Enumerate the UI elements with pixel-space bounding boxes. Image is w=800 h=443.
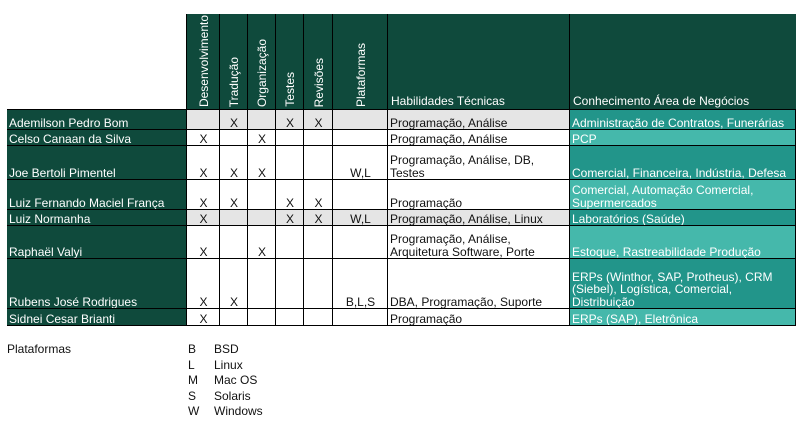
header-organizacao-label: Organização bbox=[255, 38, 269, 107]
grid-line bbox=[7, 308, 796, 309]
cell-plat bbox=[333, 309, 388, 326]
header-habilidades-label: Habilidades Técnicas bbox=[391, 93, 505, 108]
grid-line bbox=[7, 129, 796, 130]
row-name: Joe Bertoli Pimentel bbox=[7, 146, 187, 180]
cell-business: Comercial, Financeira, Indústria, Defesa bbox=[570, 146, 796, 180]
legend-title: Plataformas bbox=[7, 342, 72, 356]
row-name: Rubens José Rodrigues bbox=[7, 259, 187, 309]
row-name: Sidnei Cesar Brianti bbox=[7, 309, 187, 326]
cell-plat bbox=[333, 110, 388, 130]
header-habilidades bbox=[388, 14, 570, 110]
cell-test: X bbox=[276, 180, 304, 210]
cell-org: X bbox=[248, 130, 276, 146]
grid-line bbox=[7, 325, 796, 326]
cell-org bbox=[248, 210, 276, 226]
header-revisoes-label: Revisões bbox=[311, 57, 326, 107]
grid-line bbox=[795, 110, 796, 326]
legend-code: S bbox=[188, 388, 197, 403]
legend-code: M bbox=[188, 373, 198, 387]
cell-rev bbox=[304, 146, 333, 180]
row-name: Ademilson Pedro Bom bbox=[7, 110, 187, 130]
cell-business: PCP bbox=[570, 130, 796, 146]
cell-skills: Programação, Análise bbox=[388, 110, 570, 130]
cell-business: ERPs (SAP), Eletrônica bbox=[570, 309, 796, 326]
cell-business: ERPs (Winthor, SAP, Protheus), CRM (Siebel), Logística, Comercial, Distribuição bbox=[570, 259, 796, 309]
grid-line bbox=[7, 209, 796, 210]
grid-line bbox=[7, 109, 796, 110]
cell-plat bbox=[333, 180, 388, 210]
cell-skills: Programação, Análise bbox=[388, 130, 570, 146]
header-traducao-label: Tradução bbox=[227, 56, 241, 107]
cell-skills: Programação bbox=[388, 180, 570, 210]
grid-line bbox=[332, 14, 333, 326]
cell-test bbox=[276, 130, 304, 146]
cell-dev: X bbox=[187, 130, 220, 146]
cell-skills: Programação, Análise, Linux bbox=[388, 210, 570, 226]
cell-org bbox=[248, 259, 276, 309]
grid-line bbox=[275, 14, 276, 326]
row-name: Luiz Fernando Maciel França bbox=[7, 180, 187, 210]
cell-org: X bbox=[248, 146, 276, 180]
cell-skills: Programação, Análise, DB, Testes bbox=[388, 146, 570, 180]
legend-code: B bbox=[188, 342, 197, 356]
cell-dev: X bbox=[187, 210, 220, 226]
header-conhecimento-label: Conhecimento Área de Negócios bbox=[573, 93, 750, 108]
cell-skills: DBA, Programação, Suporte bbox=[388, 259, 570, 309]
cell-plat bbox=[333, 130, 388, 146]
cell-rev bbox=[304, 226, 333, 259]
row-name: Celso Canaan da Silva bbox=[7, 130, 187, 146]
cell-test bbox=[276, 259, 304, 309]
legend-label: Mac OS bbox=[214, 373, 258, 387]
header-traducao bbox=[220, 14, 248, 110]
cell-test: X bbox=[276, 210, 304, 226]
cell-org: X bbox=[248, 226, 276, 259]
cell-test bbox=[276, 226, 304, 259]
cell-test bbox=[276, 146, 304, 180]
grid-line bbox=[186, 14, 187, 326]
header-testes bbox=[276, 14, 304, 110]
header-desenvolvimento-label: Desenvolvimento bbox=[196, 14, 211, 107]
cell-trad: X bbox=[220, 259, 248, 309]
cell-plat: B,L,S bbox=[333, 259, 388, 309]
cell-rev bbox=[304, 130, 333, 146]
legend-label: Solaris bbox=[214, 388, 251, 403]
cell-business: Estoque, Rastreabilidade Produção bbox=[570, 226, 796, 259]
row-name: Luiz Normanha bbox=[7, 210, 187, 226]
cell-trad bbox=[220, 226, 248, 259]
legend-code: W bbox=[188, 404, 200, 418]
cell-rev bbox=[304, 259, 333, 309]
cell-dev: X bbox=[187, 309, 220, 326]
cell-test: X bbox=[276, 110, 304, 130]
header-testes-label: Testes bbox=[283, 72, 297, 107]
cell-plat bbox=[333, 226, 388, 259]
cell-trad bbox=[220, 309, 248, 326]
cell-skills: Programação, Análise, Arquitetura Software, Porte bbox=[388, 226, 570, 259]
cell-dev bbox=[187, 110, 220, 130]
cell-org bbox=[248, 110, 276, 130]
skills-table bbox=[7, 14, 796, 326]
cell-trad bbox=[220, 130, 248, 146]
legend-label: BSD bbox=[214, 342, 239, 356]
cell-rev: X bbox=[304, 210, 333, 226]
cell-rev bbox=[304, 309, 333, 326]
cell-dev: X bbox=[187, 226, 220, 259]
grid-line bbox=[7, 145, 796, 146]
header-plataformas-label: Plataformas bbox=[353, 42, 368, 107]
header-plataformas bbox=[333, 14, 388, 110]
grid-line bbox=[569, 14, 570, 326]
cell-plat: W,L bbox=[333, 210, 388, 226]
cell-plat: W,L bbox=[333, 146, 388, 180]
legend-label: Linux bbox=[214, 357, 243, 372]
cell-skills: Programação bbox=[388, 309, 570, 326]
grid-line bbox=[303, 14, 304, 326]
header-conhecimento bbox=[570, 14, 796, 110]
cell-business: Laboratórios (Saúde) bbox=[570, 210, 796, 226]
cell-dev: X bbox=[187, 259, 220, 309]
cell-dev: X bbox=[187, 146, 220, 180]
cell-business: Administração de Contratos, Funerárias bbox=[570, 110, 796, 130]
header-revisoes bbox=[304, 14, 333, 110]
cell-org bbox=[248, 309, 276, 326]
cell-org bbox=[248, 180, 276, 210]
grid-line bbox=[7, 225, 796, 226]
legend-label: Windows bbox=[214, 404, 263, 418]
cell-trad: X bbox=[220, 110, 248, 130]
cell-trad: X bbox=[220, 180, 248, 210]
cell-trad: X bbox=[220, 146, 248, 180]
legend-code: L bbox=[188, 357, 195, 372]
grid-line bbox=[247, 14, 248, 326]
cell-rev: X bbox=[304, 110, 333, 130]
cell-trad bbox=[220, 210, 248, 226]
cell-dev: X bbox=[187, 180, 220, 210]
grid-line bbox=[7, 179, 796, 180]
cell-business: Comercial, Automação Comercial, Supermercados bbox=[570, 180, 796, 210]
grid-line bbox=[387, 14, 388, 326]
row-name: Raphaël Valyi bbox=[7, 226, 187, 259]
header-organizacao bbox=[248, 14, 276, 110]
grid-line bbox=[219, 14, 220, 326]
cell-test bbox=[276, 309, 304, 326]
header-desenvolvimento bbox=[187, 14, 220, 110]
cell-rev: X bbox=[304, 180, 333, 210]
grid-line bbox=[7, 258, 796, 259]
